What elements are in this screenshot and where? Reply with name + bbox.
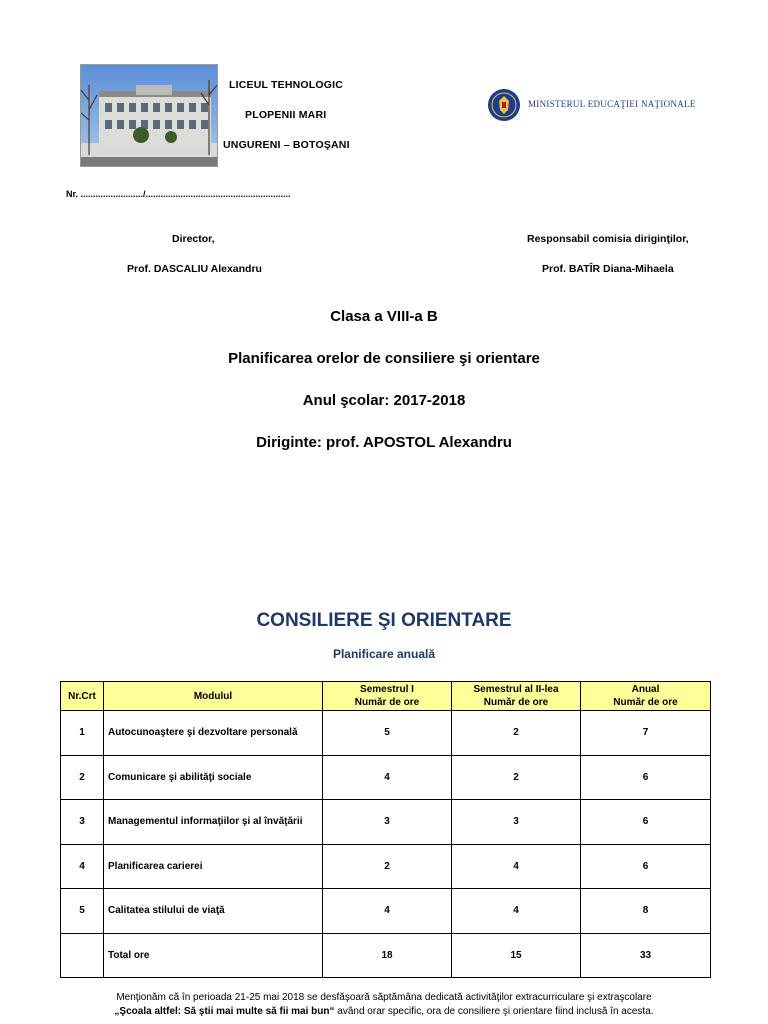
header-semester-2: Semestrul al II-lea Număr de ore (452, 682, 581, 711)
cell-nr (61, 933, 104, 978)
table-row (61, 844, 711, 889)
director-role: Director, (172, 233, 215, 245)
cell-annual: 6 (581, 755, 711, 800)
ministry-name: MINISTERUL EDUCAŢIEI NAŢIONALE (528, 99, 696, 109)
cell-sem1: 5 (323, 711, 452, 756)
cell-sem2: 15 (452, 933, 581, 978)
footer-line-1: Menţionăm că în perioada 21-25 mai 2018 se desfăşoară săptămâna dedicată activităţilor extracurriculare şi extraşcolare (116, 992, 652, 1003)
registration-number-line: Nr. ........................./.......................................................... (66, 189, 291, 199)
section-subheading: Planificare anuală (332, 647, 436, 661)
cell-sem2: 4 (452, 889, 581, 934)
cell-sem1: 3 (323, 800, 452, 845)
school-name-line-3: UNGURENI – BOTOŞANI (223, 139, 350, 151)
teacher-title: Diriginte: prof. APOSTOL Alexandru (256, 434, 512, 451)
header-nr: Nr.Crt (61, 682, 104, 711)
cell-annual: 7 (581, 711, 711, 756)
section-heading: CONSILIERE ŞI ORIENTARE (256, 610, 512, 631)
responsible-name: Prof. BATÎR Diana-Mihaela (542, 263, 674, 275)
cell-sem2: 4 (452, 844, 581, 889)
footer-line-2 (0, 1005, 768, 1019)
table-row (61, 800, 711, 845)
school-building-image (81, 65, 217, 166)
cell-module: Comunicare şi abilităţi sociale (104, 755, 323, 800)
planning-title: Planificarea orelor de consiliere şi orientare (228, 350, 540, 367)
cell-sem1: 2 (323, 844, 452, 889)
header-module: Modulul (104, 682, 323, 711)
ministry-emblem-icon (487, 88, 521, 122)
school-photo (80, 64, 218, 167)
planning-table (60, 681, 711, 978)
school-name-line-2: PLOPENII MARI (245, 109, 327, 121)
school-name-line-1: LICEUL TEHNOLOGIC (229, 79, 344, 91)
cell-sem2: 2 (452, 755, 581, 800)
cell-nr: 5 (61, 889, 104, 934)
cell-annual: 8 (581, 889, 711, 934)
header-annual: Anual Număr de ore (581, 682, 711, 711)
footer-note (0, 991, 768, 1019)
table-row (61, 889, 711, 934)
cell-module: Managementul informaţiilor şi al învăţării (104, 800, 323, 845)
header-semester-1: Semestrul I Număr de ore (323, 682, 452, 711)
cell-sem1: 18 (323, 933, 452, 978)
cell-annual: 6 (581, 800, 711, 845)
cell-module: Planificarea carierei (104, 844, 323, 889)
school-year-title: Anul şcolar: 2017-2018 (302, 392, 466, 409)
cell-sem2: 2 (452, 711, 581, 756)
cell-sem1: 4 (323, 755, 452, 800)
cell-annual: 6 (581, 844, 711, 889)
table-header-row (61, 682, 711, 711)
cell-nr: 2 (61, 755, 104, 800)
cell-nr: 4 (61, 844, 104, 889)
table-row (61, 755, 711, 800)
cell-annual: 33 (581, 933, 711, 978)
cell-module: Calitatea stilului de viaţă (104, 889, 323, 934)
cell-sem1: 4 (323, 889, 452, 934)
cell-module: Autocunoaştere şi dezvoltare personală (104, 711, 323, 756)
cell-nr: 1 (61, 711, 104, 756)
footer-line-2-rest: având orar specific, ora de consiliere şi orientare fiind inclusă în acesta. (334, 1006, 654, 1017)
footer-event-name: „Şcoala altfel: Să ştii mai multe să fii mai bun“ (114, 1006, 335, 1017)
table-total-row (61, 933, 711, 978)
cell-sem2: 3 (452, 800, 581, 845)
cell-nr: 3 (61, 800, 104, 845)
cell-module: Total ore (104, 933, 323, 978)
director-name: Prof. DASCALIU Alexandru (127, 263, 262, 275)
responsible-role: Responsabil comisia diriginţilor, (527, 233, 689, 245)
table-row (61, 711, 711, 756)
class-title: Clasa a VIII-a B (330, 308, 438, 325)
